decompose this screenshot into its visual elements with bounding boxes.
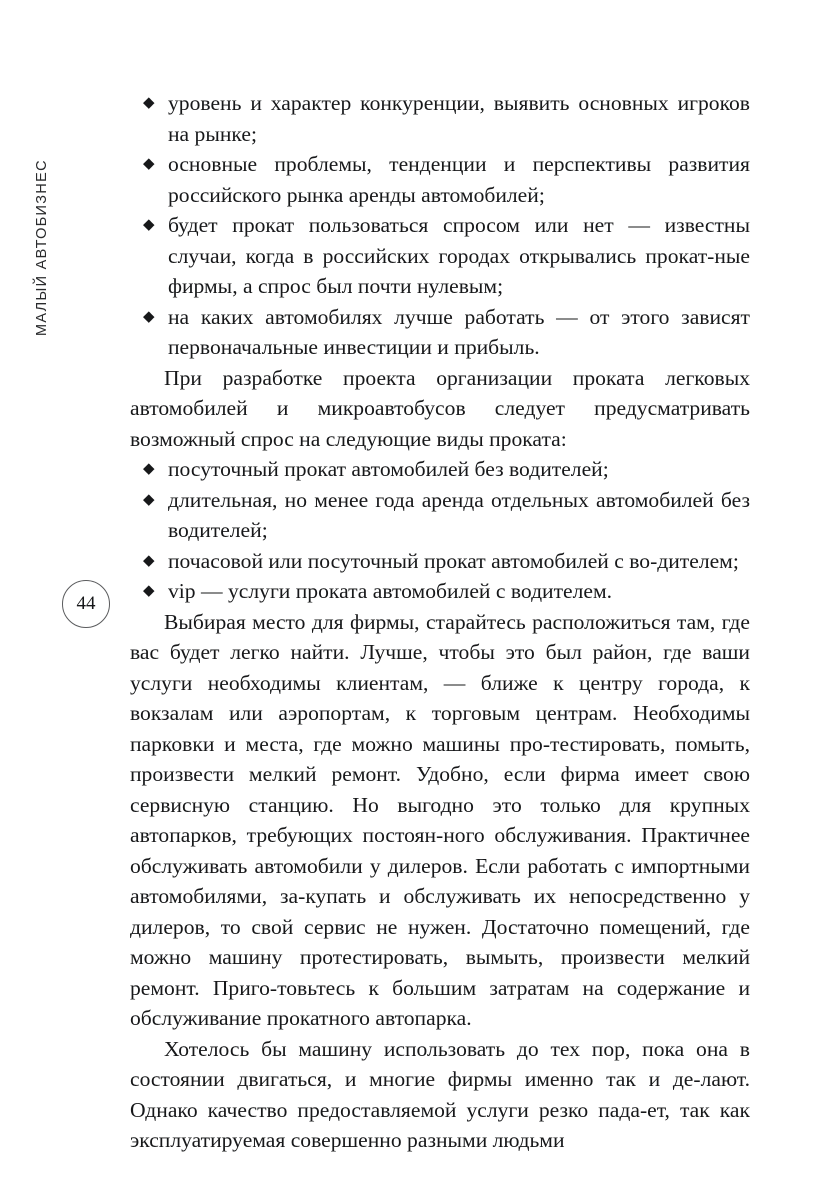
list-item-text: длительная, но менее года аренда отдельных автомобилей без водителей; bbox=[168, 487, 750, 542]
bullet-icon: ◆ bbox=[143, 95, 155, 111]
page-number bbox=[62, 580, 110, 628]
bullet-icon: ◆ bbox=[143, 491, 155, 508]
list-item-text: основные проблемы, тенденции и перспективы развития российского рынка аренды автомобилей; bbox=[168, 152, 750, 207]
bullet-icon: ◆ bbox=[143, 308, 155, 325]
paragraph-two: Выбирая место для фирмы, старайтесь расположиться там, где вас будет легко найти. Лучше, чтобы это был район, где ваши услуги необходимы клиентам, — ближе к центру города, к вокзалам или аэропортам, к торговым центрам. Необходимы парковки и места, где можно машины про-тестировать, помыть, произвести мелкий ремонт. Удобно, если фирма имеет свою сервисную станцию. Но выгодно это только для крупных автопарков, требующих постоян-ного обслуживания. Практичнее обслуживать автомобили у дилеров. Если работать с импортными автомобилями, за-купать и обслуживать их непосредственно у дилеров, то свой сервис не нужен. Достаточно помещений, где можно машину протестировать, вымыть, произвести мелкий ремонт. Приго-товьтесь к большим затратам на содержание и обслуживание прокатного автопарка. bbox=[130, 609, 750, 1030]
bullet-icon: ◆ bbox=[143, 583, 155, 599]
bullet-list-one bbox=[130, 88, 750, 363]
list-item bbox=[130, 546, 750, 577]
bullet-icon: ◆ bbox=[143, 552, 155, 569]
bullet-icon: ◆ bbox=[143, 217, 155, 233]
list-item-text: посуточный прокат автомобилей без водителей; bbox=[168, 457, 609, 481]
bullet-icon: ◆ bbox=[143, 461, 155, 477]
text-column bbox=[130, 88, 750, 1156]
list-item-text: на каких автомобилях лучше работать — от этого зависят первоначальные инвестиции и прибыль. bbox=[168, 304, 750, 359]
paragraph-one: При разработке проекта организации проката легковых автомобилей и микроавтобусов следует предусматривать возможный спрос на следующие виды проката: bbox=[130, 365, 750, 451]
list-item bbox=[130, 210, 750, 302]
list-item-text: почасовой или посуточный прокат автомобилей с во-дителем; bbox=[168, 548, 739, 573]
page-number-label: 44 bbox=[76, 593, 96, 614]
paragraph-three: Хотелось бы машину использовать до тех пор, пока она в состоянии двигаться, и многие фирмы именно так и де-лают. Однако качество предоставляемой услуги резко пада-ет, так как эксплуатируемая совершенно разными людьми bbox=[130, 1036, 750, 1152]
list-item-text: будет прокат пользоваться спросом или нет — известны случаи, когда в российских городах открывались прокат-ные фирмы, а спрос был почти нулевым; bbox=[168, 213, 750, 298]
list-item bbox=[130, 576, 750, 607]
bullet-icon: ◆ bbox=[143, 156, 155, 172]
bullet-list-two bbox=[130, 454, 750, 607]
list-item bbox=[130, 149, 750, 210]
list-item bbox=[130, 302, 750, 363]
list-item bbox=[130, 454, 750, 485]
running-head: МАЛЫЙ АВТОБИЗНЕС bbox=[34, 159, 50, 336]
list-item bbox=[130, 88, 750, 149]
list-item-text: vip — услуги проката автомобилей с водителем. bbox=[168, 579, 613, 603]
list-item-text: уровень и характер конкуренции, выявить основных игроков на рынке; bbox=[168, 91, 750, 146]
list-item bbox=[130, 485, 750, 546]
